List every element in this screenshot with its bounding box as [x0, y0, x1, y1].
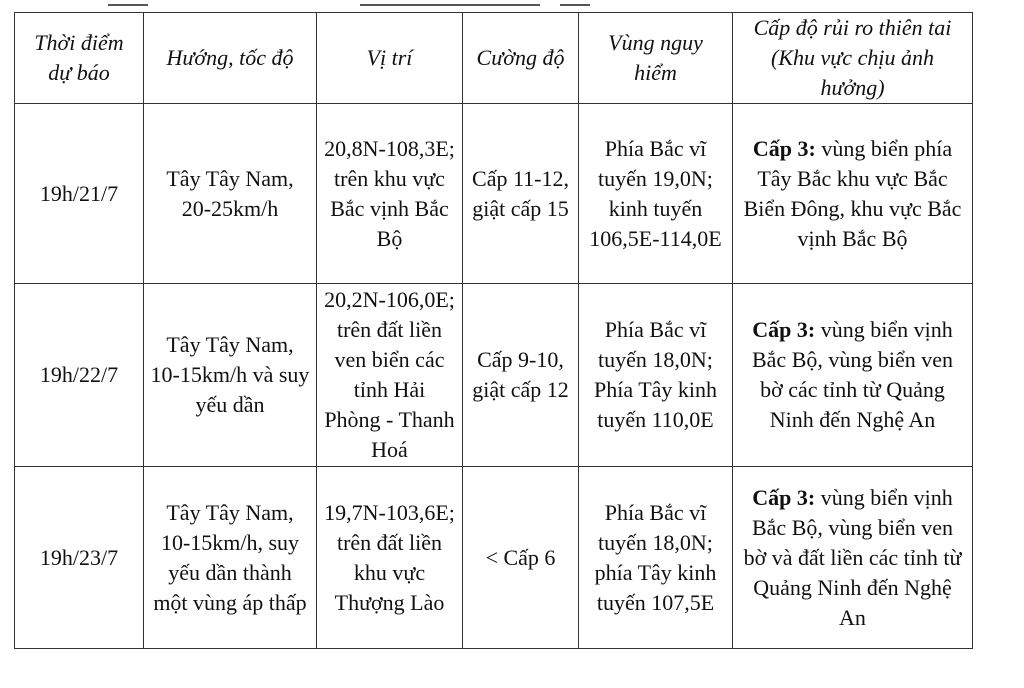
header-time: Thời điểm dự báo — [15, 13, 144, 104]
risk-level-label: Cấp 3: — [752, 317, 816, 342]
cell-risk — [733, 284, 973, 467]
risk-level-label: Cấp 3: — [752, 484, 816, 510]
cell-direction: Tây Tây Nam, 10-15km/h và suy yếu dần — [144, 284, 317, 467]
risk-area-text: vùng biển phía Tây Bắc khu vực Bắc Biển Đông, khu vực Bắc vịnh Bắc Bộ — [743, 135, 962, 251]
cell-position: 20,2N-106,0E; trên đất liền ven biển các tỉnh Hải Phòng - Thanh Hoá — [317, 284, 463, 467]
cell-position: 20,8N-108,3E; trên khu vực Bắc vịnh Bắc Bộ — [317, 104, 463, 284]
cell-time: 19h/23/7 — [15, 467, 144, 649]
table-row — [15, 104, 973, 284]
cell-danger-zone: Phía Bắc vĩ tuyến 18,0N; Phía Tây kinh tuyến 110,0E — [579, 284, 733, 467]
cell-risk — [733, 467, 973, 649]
table-row — [15, 284, 973, 467]
header-direction: Hướng, tốc độ — [144, 13, 317, 104]
cell-position: 19,7N-103,6E; trên đất liền khu vực Thượng Lào — [317, 467, 463, 649]
cell-time: 19h/22/7 — [15, 284, 144, 467]
forecast-table — [14, 12, 973, 649]
table-row — [15, 467, 973, 649]
risk-area-text: vùng biển vịnh Bắc Bộ, vùng biển ven bờ các tỉnh từ Quảng Ninh đến Nghệ An — [751, 317, 954, 432]
header-row — [15, 13, 973, 104]
header-position: Vị trí — [317, 13, 463, 104]
risk-area-text: vùng biển vịnh Bắc Bộ, vùng biển ven bờ và đất liền các tỉnh từ Quảng Ninh đến Nghệ An — [743, 484, 962, 630]
cell-direction: Tây Tây Nam, 10-15km/h, suy yếu dần thành một vùng áp thấp — [144, 467, 317, 649]
header-intensity: Cường độ — [463, 13, 579, 104]
header-risk-level: Cấp độ rủi ro thiên tai (Khu vực chịu ảnh hưởng) — [733, 13, 973, 104]
cell-intensity: < Cấp 6 — [463, 467, 579, 649]
cell-direction: Tây Tây Nam, 20-25km/h — [144, 104, 317, 284]
risk-level-label: Cấp 3: — [752, 135, 816, 161]
cell-danger-zone: Phía Bắc vĩ tuyến 19,0N; kinh tuyến 106,5E-114,0E — [579, 104, 733, 284]
cell-time: 19h/21/7 — [15, 104, 144, 284]
cell-danger-zone: Phía Bắc vĩ tuyến 18,0N; phía Tây kinh tuyến 107,5E — [579, 467, 733, 649]
cell-risk — [733, 104, 973, 284]
cell-intensity: Cấp 9-10, giật cấp 12 — [463, 284, 579, 467]
cell-intensity: Cấp 11-12, giật cấp 15 — [463, 104, 579, 284]
cropped-text-above — [0, 0, 1024, 12]
header-danger-zone: Vùng nguy hiểm — [579, 13, 733, 104]
